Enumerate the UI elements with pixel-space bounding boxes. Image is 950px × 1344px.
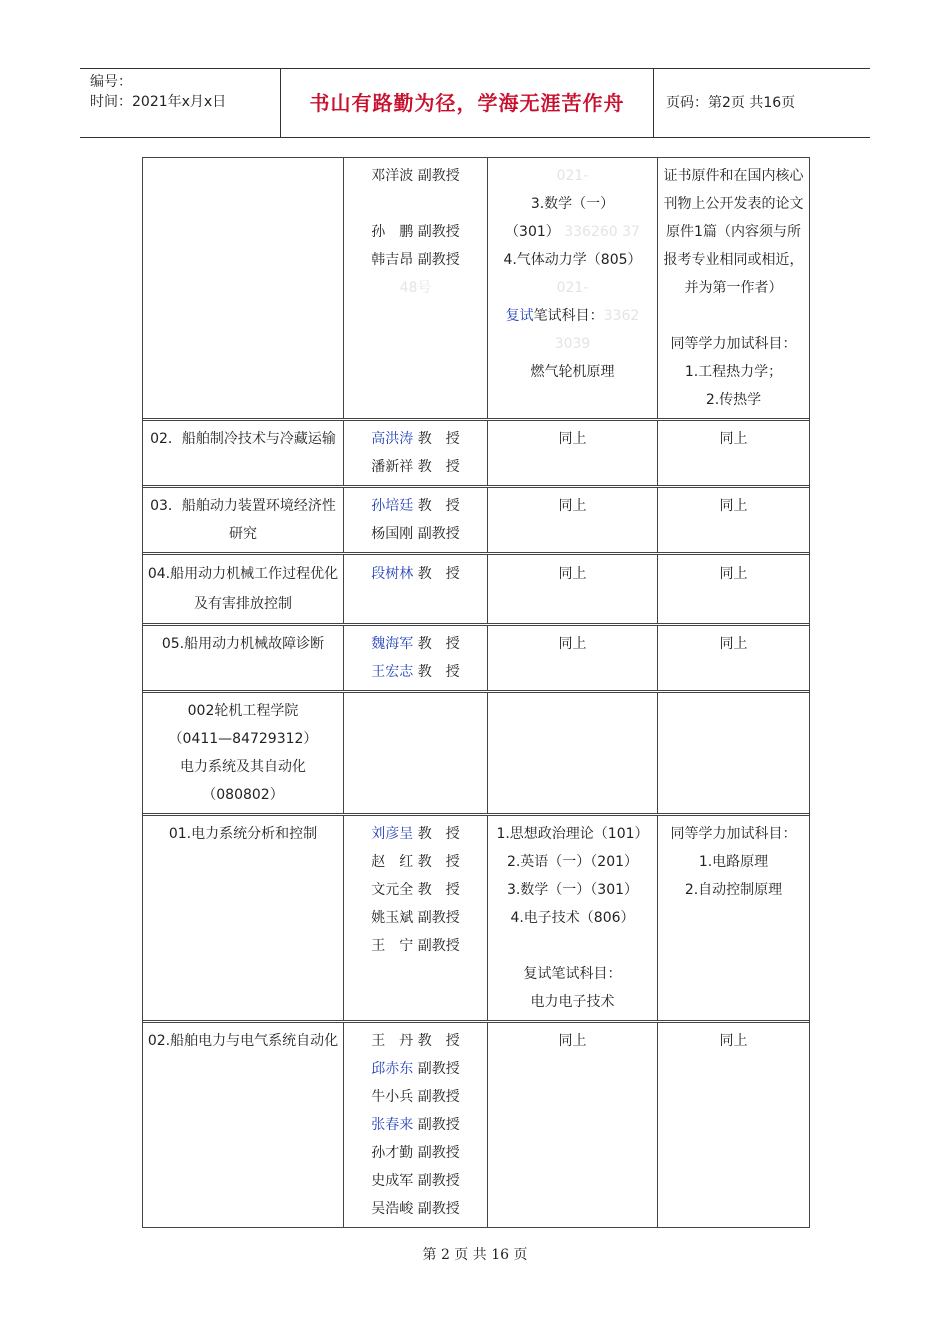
major-name: 电力系统及其自动化 [180, 759, 306, 775]
tutor-name: 牛小兵 副教授 [371, 1089, 460, 1105]
table-row [143, 418, 809, 485]
watermark-text: 48号 [399, 280, 432, 296]
number-label: 编号： [90, 74, 132, 90]
direction-text: 04.船用动力机械工作过程优化 [147, 566, 339, 582]
notes-cell [657, 488, 809, 552]
note-line: 同等学力加试科目： [670, 336, 797, 352]
note-line: 原件1篇（内容须与所 [666, 224, 801, 240]
tutor-cell [343, 626, 487, 690]
tutor-name: 姚玉斌 副教授 [371, 910, 460, 926]
note-line: 同上 [719, 1033, 748, 1049]
tutor-name: 吴浩峻 副教授 [371, 1201, 460, 1217]
tutor-name: 王宏志 教 授 [371, 664, 460, 680]
tutor-name: 张春来 副教授 [371, 1117, 460, 1133]
subject-line: 燃气轮机原理 [530, 364, 615, 380]
page-header [80, 68, 870, 138]
tutor-link[interactable]: 高洪涛 [371, 431, 414, 447]
notes-cell [657, 1023, 809, 1227]
tutor-cell [343, 421, 487, 485]
subject-cell [487, 488, 657, 552]
watermark-text: 3362 [603, 308, 640, 324]
tutor-name: 邱赤东 副教授 [371, 1061, 460, 1077]
watermark-text: 336260 37 [559, 224, 640, 240]
subject-cell [487, 555, 657, 623]
direction-text: 及有害排放控制 [194, 596, 292, 612]
direction-cell [143, 158, 343, 418]
subject-line: 3.数学（一） [530, 196, 615, 212]
tutor-name: 高洪涛 教 授 [371, 431, 460, 447]
subject-line: 复试笔试科目： [523, 966, 622, 982]
subject-cell [487, 158, 657, 418]
tutor-name: 段树林 教 授 [371, 566, 460, 582]
subject-line: 同上 [558, 431, 587, 447]
tutor-link[interactable]: 孙培廷 [371, 498, 414, 514]
subject-line: 同上 [558, 566, 587, 582]
tutor-name: 史成军 副教授 [371, 1173, 460, 1189]
major-code: （080802） [202, 787, 284, 803]
subject-line [491, 302, 654, 330]
direction-cell [143, 555, 343, 623]
note-line: 2.传热学 [705, 392, 762, 408]
direction-cell [143, 488, 343, 552]
note-line: 证书原件和在国内核心 [663, 168, 804, 184]
note-line: 同上 [719, 566, 748, 582]
note-line: 同上 [719, 498, 748, 514]
subject-line: 同上 [558, 636, 587, 652]
notes-cell [657, 816, 809, 1020]
tutor-link[interactable]: 张春来 [371, 1117, 414, 1133]
table-row [143, 690, 809, 813]
header-meta [80, 69, 281, 137]
tutor-name: 孙 鹏 副教授 [371, 224, 460, 240]
page-label: 页码：第2页 共16页 [666, 95, 796, 111]
program-table [142, 157, 810, 1228]
tutor-name: 王 宁 副教授 [371, 938, 460, 954]
tutor-link[interactable]: 刘彦呈 [371, 826, 414, 842]
notes-cell [657, 555, 809, 623]
direction-cell [143, 421, 343, 485]
tutor-cell [343, 1023, 487, 1227]
subject-line: 电力电子技术 [530, 994, 615, 1010]
tutor-name: 魏海军 教 授 [371, 636, 460, 652]
note-line: 1.工程热力学； [684, 364, 783, 380]
note-line: 并为第一作者） [684, 280, 783, 296]
watermark-text: 3039 [554, 336, 591, 352]
tutor-link[interactable]: 邱赤东 [371, 1061, 414, 1077]
direction-text: 研究 [229, 526, 257, 542]
table-row [143, 485, 809, 552]
direction-text: 01.电力系统分析和控制 [168, 826, 318, 842]
note-line: 同上 [719, 636, 748, 652]
subject-cell [487, 626, 657, 690]
page-footer: 第 2 页 共 16 页 [422, 1247, 528, 1263]
note-line: 同上 [719, 431, 748, 447]
notes-cell [657, 158, 809, 418]
tutor-name: 文元全 教 授 [371, 882, 460, 898]
table-row [143, 623, 809, 690]
subject-line: 3.数学（一）（301） [506, 882, 639, 898]
note-line: 同等学力加试科目： [670, 826, 797, 842]
watermark-text: 021- [556, 280, 589, 296]
tutor-cell [343, 488, 487, 552]
tutor-name: 韩吉昂 副教授 [371, 252, 460, 268]
tutor-name: 刘彦呈 教 授 [371, 826, 460, 842]
tutor-link[interactable]: 王宏志 [371, 664, 414, 680]
tutor-cell [343, 816, 487, 1020]
tutor-name: 王 丹 教 授 [371, 1033, 460, 1049]
tutor-name: 赵 红 教 授 [371, 854, 460, 870]
subject-spacer [491, 932, 654, 960]
notes-cell [657, 693, 809, 813]
notes-cell [657, 421, 809, 485]
table-row [143, 552, 809, 623]
motto: 书山有路勤为径，学海无涯苦作舟 [281, 69, 654, 137]
tutor-link[interactable]: 魏海军 [371, 636, 414, 652]
direction-text: 05.船用动力机械故障诊断 [161, 636, 325, 652]
tutor-name: 邓洋波 副教授 [371, 168, 460, 184]
tutor-cell [343, 158, 487, 418]
watermark-text [661, 302, 806, 330]
subject-cell [487, 1023, 657, 1227]
table-row [143, 1020, 809, 1227]
direction-cell [143, 693, 343, 813]
table-row [143, 813, 809, 1020]
subject-line: 2.英语（一）（201） [506, 854, 639, 870]
subject-text: （301） [505, 224, 560, 240]
direction-text: 03．船舶动力装置环境经济性 [150, 498, 336, 514]
tutor-cell [343, 693, 487, 813]
retest-link-text: 复试 [505, 308, 534, 324]
table-row [143, 158, 809, 418]
direction-cell [143, 626, 343, 690]
tutor-cell [343, 555, 487, 623]
note-line: 刊物上公开发表的论文 [663, 196, 804, 212]
watermark-text [347, 190, 484, 218]
subject-line: 4.气体动力学（805） [503, 252, 642, 268]
note-line: 1.电路原理 [698, 854, 769, 870]
direction-cell [143, 1023, 343, 1227]
tutor-name: 孙才勤 副教授 [371, 1145, 460, 1161]
subject-cell [487, 421, 657, 485]
subject-line: 4.电子技术（806） [510, 910, 635, 926]
subject-line: 同上 [558, 1033, 587, 1049]
subject-cell [487, 816, 657, 1020]
subject-line: 1.思想政治理论（101） [496, 826, 649, 842]
tutor-name: 潘新祥 教 授 [371, 459, 460, 475]
direction-cell [143, 816, 343, 1020]
notes-cell [657, 626, 809, 690]
watermark-text: 021- [556, 168, 589, 184]
subject-text: 笔试科目： [533, 308, 604, 324]
direction-text: 02.船舶电力与电气系统自动化 [147, 1033, 339, 1049]
tutor-link[interactable]: 段树林 [371, 566, 414, 582]
subject-line [491, 218, 654, 246]
school-name: 002轮机工程学院 [187, 703, 299, 719]
subject-cell [487, 693, 657, 813]
tutor-name: 杨国刚 副教授 [371, 526, 460, 542]
school-phone: （0411—84729312） [168, 731, 318, 747]
subject-line: 同上 [558, 498, 587, 514]
time-label: 时间：2021年x月x日 [90, 94, 227, 110]
direction-text: 02．船舶制冷技术与冷藏运输 [150, 431, 336, 447]
tutor-name: 孙培廷 教 授 [371, 498, 460, 514]
note-line: 报考专业相同或相近， [663, 252, 804, 268]
note-line: 2.自动控制原理 [684, 882, 783, 898]
